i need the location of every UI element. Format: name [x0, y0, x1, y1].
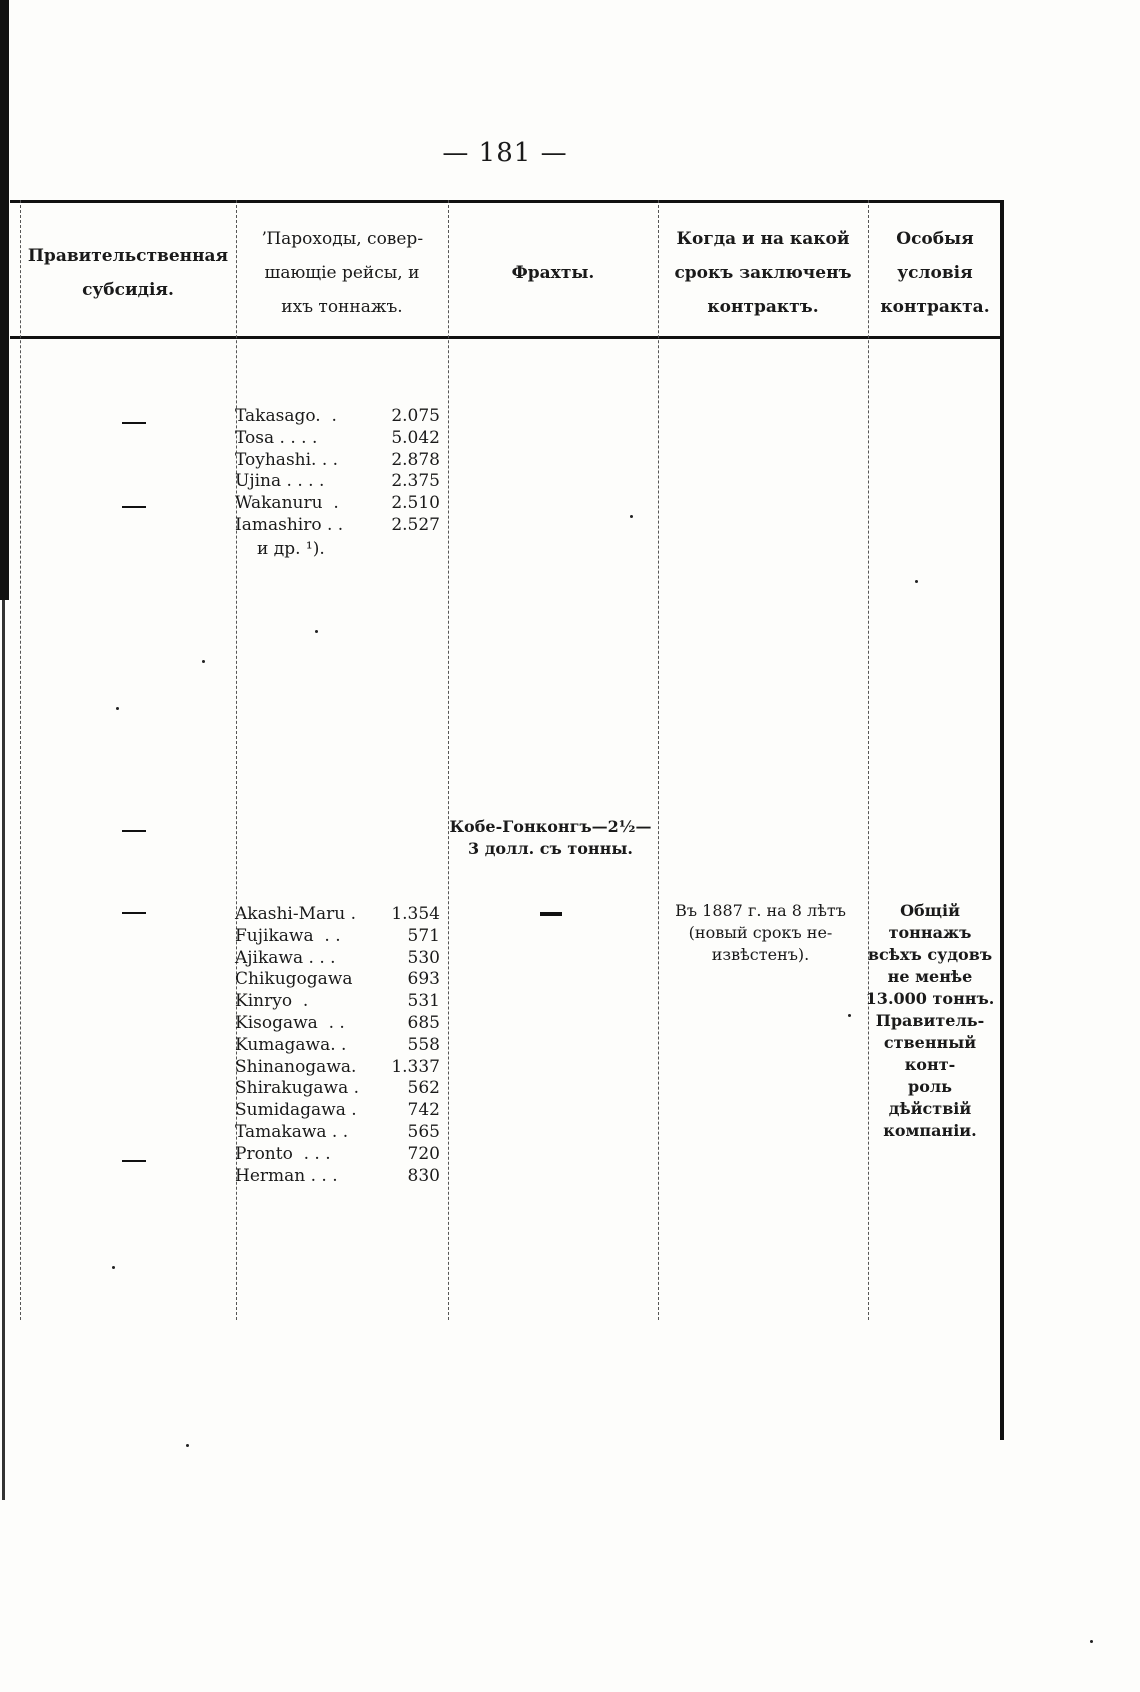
page-edge-bar [0, 0, 9, 600]
ship-name: Fujikawa . . [235, 925, 341, 946]
ship-row [235, 926, 440, 948]
header-freight: Фрахты. [511, 263, 595, 283]
print-speck [202, 660, 205, 663]
ship-name: Akashi-Maru . [235, 904, 356, 924]
ship-row [235, 904, 440, 926]
ship-name: Wakanuru . [235, 493, 339, 514]
ships-list-group2 [235, 904, 440, 1187]
ship-tonnage: 1.354 [391, 904, 440, 924]
print-speck [112, 1266, 115, 1269]
ship-row [235, 1057, 440, 1079]
ship-name: Shinanogawa. [235, 1056, 357, 1077]
special-conditions: Общій тоннажъ всѣхъ судовъ не менѣе 13.000 тоннъ. Правитель- ственный конт- роль дѣйствій компаніи. [865, 901, 995, 1140]
ship-name: Ujina . . . . [235, 471, 325, 492]
freight-kobe-hongkong: Кобе-Гонконгъ—2½— 3 долл. съ тонны. [449, 817, 652, 858]
ship-row [235, 1166, 440, 1188]
empty-dash [122, 1160, 146, 1162]
page-edge-bar-lower [2, 600, 5, 1500]
ships-note: и др. ¹). [257, 539, 325, 559]
ship-tonnage: 1.337 [391, 1056, 440, 1077]
table-right-border [1000, 200, 1004, 1440]
ship-name: Takasago. . [235, 406, 337, 426]
ships-list-group1 [235, 406, 440, 537]
header-subsidy: Правительственная субсидія. [27, 246, 229, 300]
ship-name: Sumidagawa . [235, 1100, 357, 1121]
header-special: Особыя условія контракта. [880, 229, 990, 317]
print-speck [630, 515, 633, 518]
ship-row [235, 1078, 440, 1100]
table-top-rule [10, 200, 1000, 203]
ship-tonnage: 5.042 [391, 427, 440, 448]
ship-tonnage: 742 [407, 1100, 440, 1121]
ship-tonnage: 565 [407, 1121, 440, 1142]
ship-row [235, 1122, 440, 1144]
header-contract: Когда и на какой срокъ заключенъ контрактъ. [674, 229, 852, 317]
column-divider [868, 200, 870, 1320]
ship-tonnage: 685 [407, 1012, 440, 1033]
ship-row [235, 1100, 440, 1122]
ship-row [235, 969, 440, 991]
ship-name: Pronto . . . [235, 1143, 331, 1164]
ship-tonnage: 2.075 [391, 406, 440, 426]
ship-tonnage: 2.375 [391, 471, 440, 492]
header-ships: ʼПароходы, совер- шающіе рейсы, и ихъ тоннажъ. [260, 229, 424, 317]
print-speck [186, 1444, 189, 1447]
ship-name: Chikugogawa [235, 969, 353, 990]
header-bottom-rule [10, 336, 1000, 339]
freight-dash [540, 912, 562, 916]
ship-name: Ajikawa . . . [235, 947, 336, 968]
ship-row [235, 515, 440, 537]
ship-tonnage: 562 [407, 1078, 440, 1099]
ship-tonnage: 2.878 [391, 449, 440, 470]
ship-row [235, 450, 440, 472]
ship-name: Kisogawa . . [235, 1012, 345, 1033]
empty-dash [122, 912, 146, 914]
print-speck [116, 707, 119, 710]
ship-name: Kinryo . [235, 991, 309, 1012]
print-speck [315, 630, 318, 633]
ship-row [235, 471, 440, 493]
ship-tonnage: 530 [407, 947, 440, 968]
ship-name: Shirakugawa . [235, 1078, 360, 1099]
ship-name: Tamakawa . . [235, 1121, 349, 1142]
ship-tonnage: 571 [407, 925, 440, 946]
ship-row [235, 428, 440, 450]
print-speck [1090, 1640, 1093, 1643]
ship-tonnage: 830 [407, 1165, 440, 1186]
ship-row [235, 991, 440, 1013]
print-speck [915, 580, 918, 583]
ship-row [235, 1013, 440, 1035]
ship-row [235, 948, 440, 970]
column-divider [20, 200, 22, 1320]
empty-dash [122, 506, 146, 508]
empty-dash [122, 422, 146, 424]
column-divider [448, 200, 450, 1320]
ship-name: Herman . . . [235, 1165, 338, 1186]
ship-tonnage: 558 [407, 1034, 440, 1055]
empty-dash [122, 830, 146, 832]
ship-row [235, 493, 440, 515]
ship-tonnage: 2.510 [391, 493, 440, 514]
ship-name: Toyhashi. . . [235, 449, 339, 470]
ship-row [235, 1035, 440, 1057]
ship-row [235, 1144, 440, 1166]
ship-tonnage: 720 [407, 1143, 440, 1164]
column-divider [658, 200, 660, 1320]
ship-name: Tosa . . . . [235, 427, 318, 448]
ship-name: Kumagawa. . [235, 1034, 347, 1055]
contract-terms: Въ 1887 г. на 8 лѣтъ (новый срокъ не- извѣстенъ). [675, 901, 846, 964]
ship-tonnage: 2.527 [391, 514, 440, 535]
page-number: — 181 — [442, 138, 568, 168]
ship-row [235, 406, 440, 428]
ship-tonnage: 531 [407, 991, 440, 1012]
ship-tonnage: 693 [407, 969, 440, 990]
ship-name: Iamashiro . . [235, 514, 344, 535]
print-speck [848, 1014, 851, 1017]
